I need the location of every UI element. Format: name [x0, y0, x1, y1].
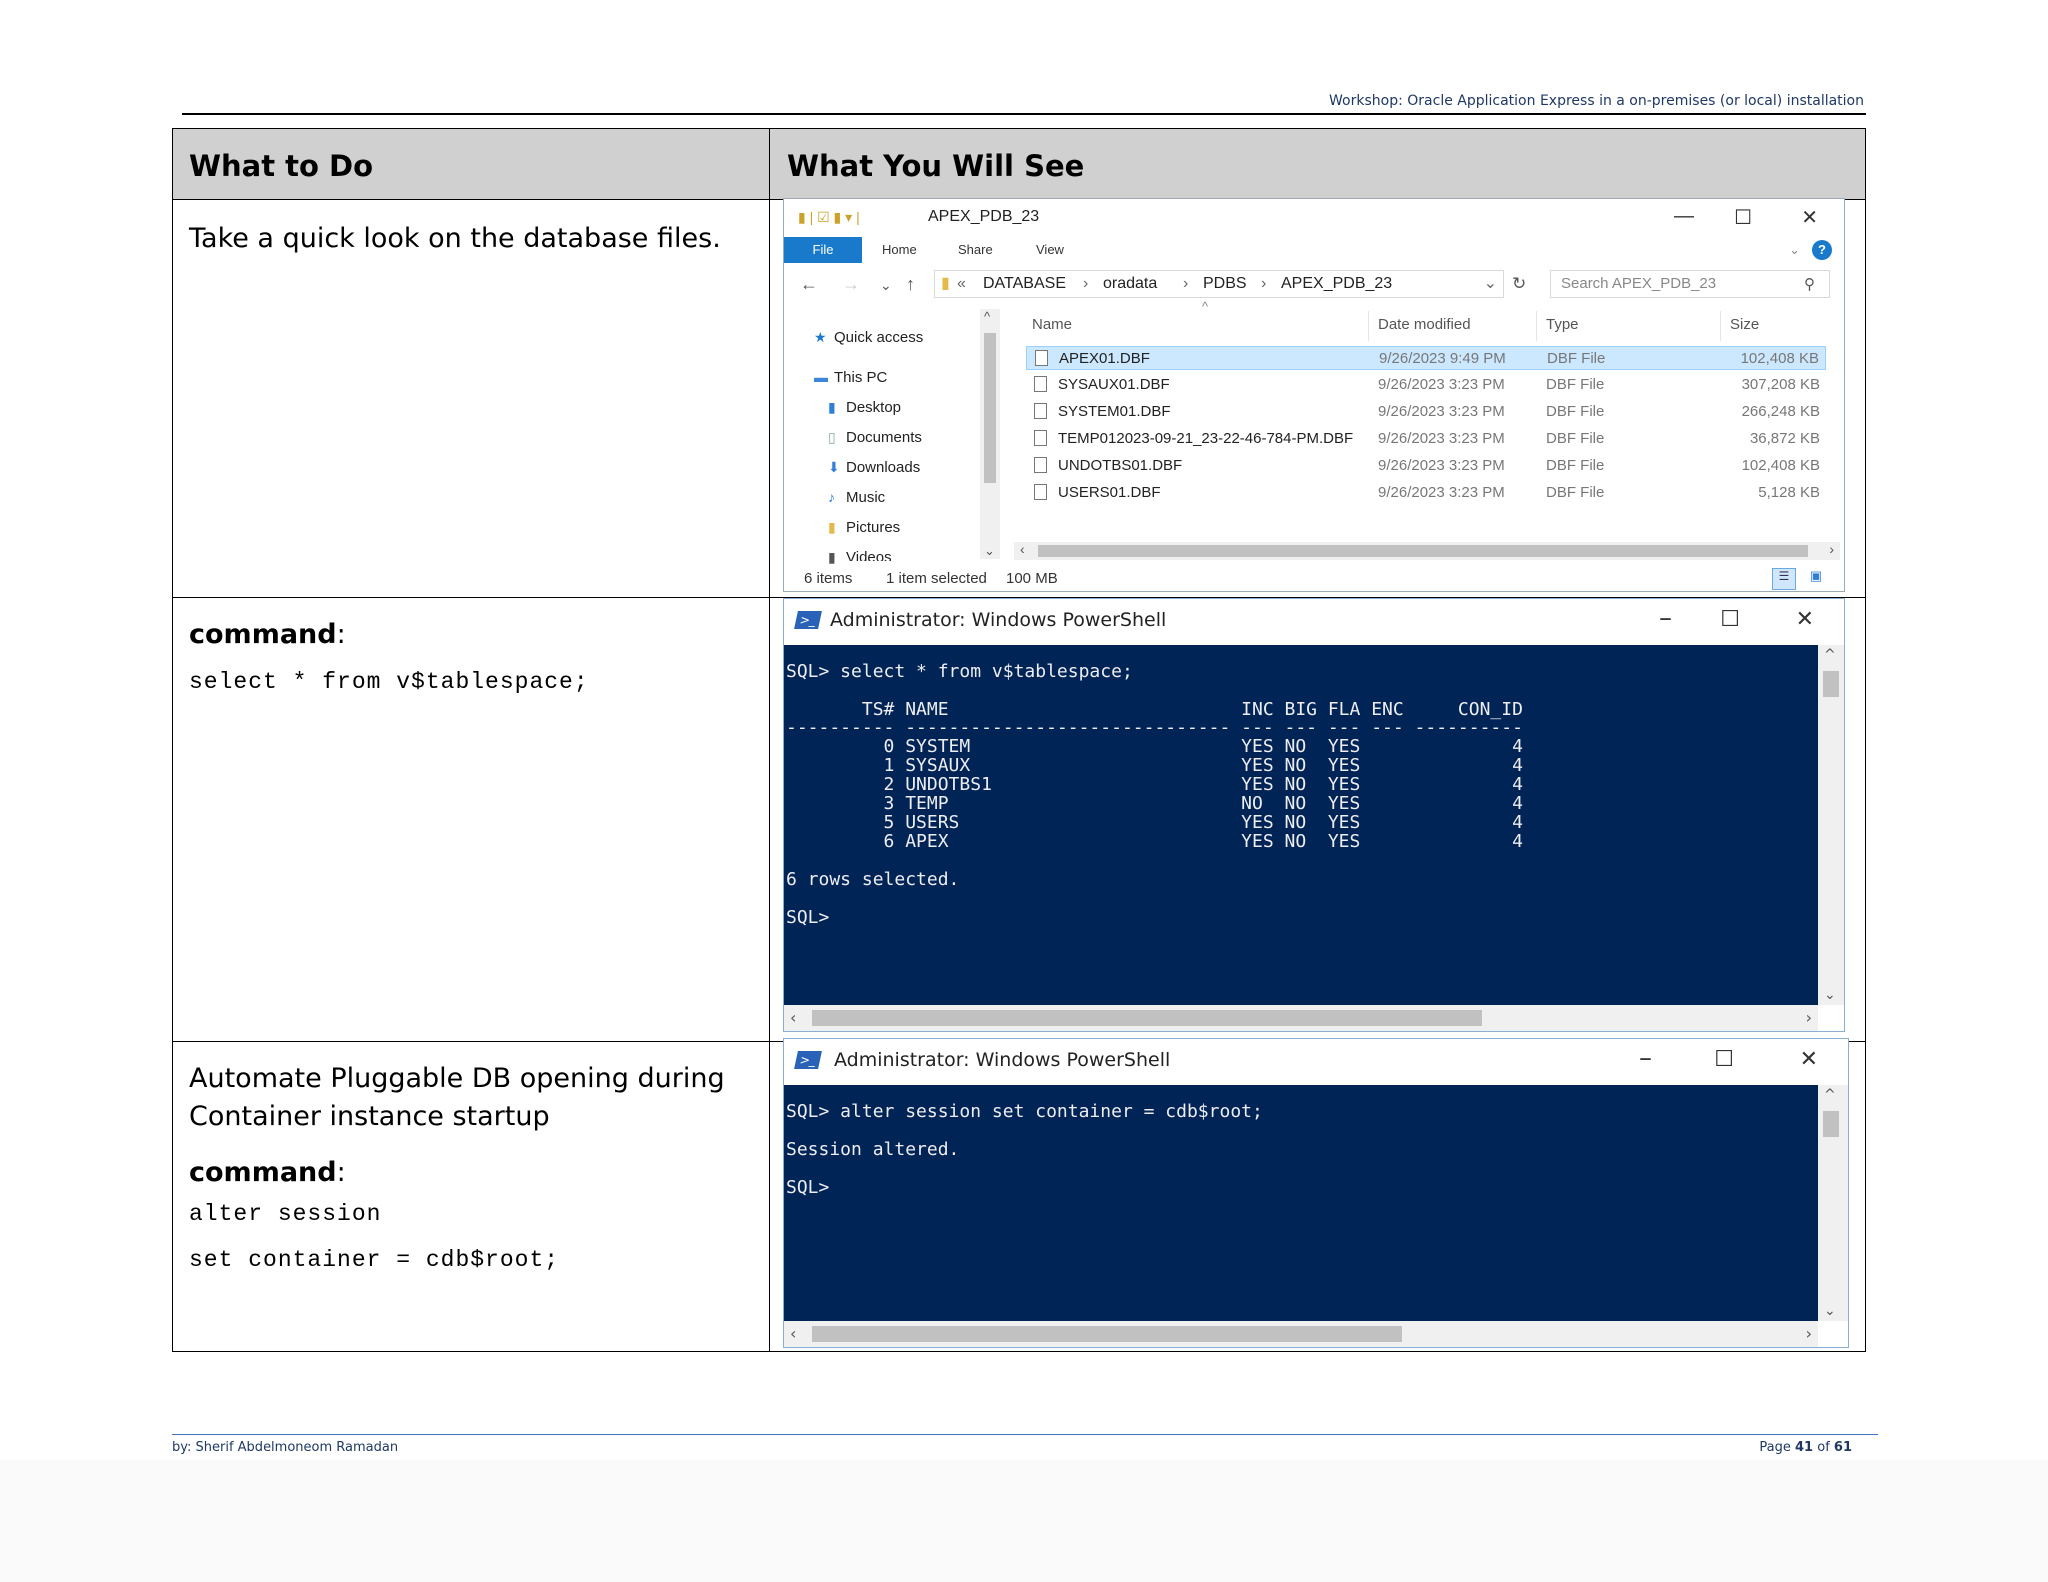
- file-icon: [1034, 430, 1047, 446]
- col-header-what-you-will-see: What You Will See: [787, 149, 1085, 183]
- row1-instruction: Take a quick look on the database files.: [189, 223, 721, 254]
- maximize-icon[interactable]: ☐: [1720, 607, 1740, 632]
- page-prefix: Page: [1759, 1440, 1796, 1455]
- file-date: 9/26/2023 3:23 PM: [1378, 484, 1505, 501]
- scroll-thumb[interactable]: [1823, 1111, 1839, 1137]
- close-icon[interactable]: ✕: [1795, 607, 1814, 632]
- file-type: DBF File: [1546, 457, 1605, 474]
- console-output[interactable]: [784, 1085, 1818, 1321]
- file-name: SYSAUX01.DBF: [1058, 376, 1170, 393]
- nav-videos[interactable]: Videos: [846, 549, 892, 561]
- file-size: 36,872 KB: [1749, 430, 1820, 447]
- file-size: 102,408 KB: [1741, 457, 1820, 474]
- scroll-thumb[interactable]: [812, 1010, 1482, 1026]
- maximize-icon[interactable]: ☐: [1714, 1047, 1734, 1072]
- breadcrumb-oradata[interactable]: oradata: [1103, 275, 1158, 292]
- chevron-up-icon[interactable]: ^: [984, 309, 991, 324]
- page-current: 41: [1795, 1440, 1814, 1455]
- console-line: 6 APEX YES NO YES 4: [786, 831, 1523, 852]
- console-line: SQL>: [786, 907, 830, 928]
- help-icon[interactable]: ?: [1812, 240, 1832, 260]
- forward-arrow-icon[interactable]: →: [842, 274, 860, 294]
- scroll-thumb[interactable]: [984, 333, 996, 483]
- ribbon-tabs: [784, 237, 1844, 263]
- row3-command-label: [189, 1157, 346, 1188]
- console-line: 0 SYSTEM YES NO YES 4: [786, 736, 1523, 757]
- console-line: Session altered.: [786, 1139, 960, 1160]
- star-icon: ★: [814, 329, 827, 345]
- tab-view[interactable]: View: [1036, 242, 1064, 257]
- console-line: 5 USERS YES NO YES 4: [786, 812, 1523, 833]
- console-line: TS# NAME INC BIG FLA ENC CON_ID: [786, 699, 1523, 720]
- file-icon: [1034, 403, 1047, 419]
- file-date: 9/26/2023 3:23 PM: [1378, 376, 1505, 393]
- row3-instruction-line2: Container instance startup: [189, 1101, 550, 1132]
- console-line: SQL> select * from v$tablespace;: [786, 661, 1133, 682]
- row2-code: select * from v$tablespace;: [189, 669, 589, 695]
- column-separator: [1368, 311, 1369, 341]
- chevron-up-icon[interactable]: ^: [1824, 647, 1836, 663]
- powershell-window-1: [783, 598, 1845, 1032]
- sort-indicator-icon: ^: [1202, 299, 1209, 314]
- console-line: 3 TEMP NO NO YES 4: [786, 793, 1523, 814]
- breadcrumb-database[interactable]: DATABASE: [983, 275, 1066, 292]
- console-vscrollbar[interactable]: [1818, 1085, 1848, 1321]
- file-row[interactable]: [1026, 454, 1826, 478]
- downloads-folder-icon: ⬇: [828, 459, 840, 475]
- chevron-down-icon[interactable]: ⌄: [1483, 275, 1497, 292]
- col-date-modified[interactable]: Date modified: [1378, 316, 1471, 333]
- expand-ribbon-icon[interactable]: ⌄: [1789, 242, 1800, 257]
- col-header-what-to-do: What to Do: [189, 149, 374, 183]
- page-of: of: [1813, 1440, 1834, 1455]
- status-size: 100 MB: [1006, 570, 1058, 587]
- nav-pictures[interactable]: Pictures: [846, 519, 901, 536]
- scroll-thumb[interactable]: [812, 1326, 1402, 1342]
- file-size: 5,128 KB: [1758, 484, 1820, 501]
- footer-author: by: Sherif Abdelmoneom Ramadan: [172, 1440, 399, 1455]
- back-arrow-icon[interactable]: ←: [800, 274, 818, 294]
- refresh-icon[interactable]: ↻: [1512, 274, 1527, 293]
- file-date: 9/26/2023 3:23 PM: [1378, 457, 1505, 474]
- file-type: DBF File: [1546, 403, 1605, 420]
- file-row[interactable]: [1026, 346, 1826, 370]
- file-name: APEX01.DBF: [1059, 350, 1150, 367]
- chevron-right-icon: ›: [1261, 275, 1267, 292]
- file-date: 9/26/2023 3:23 PM: [1378, 430, 1505, 447]
- console-line: 6 rows selected.: [786, 869, 960, 890]
- file-size: 102,408 KB: [1740, 350, 1819, 367]
- nav-quick-access[interactable]: Quick access: [834, 329, 924, 346]
- powershell-icon: >_: [794, 611, 822, 629]
- chevron-right-icon[interactable]: ›: [1805, 1008, 1812, 1027]
- file-name: TEMP012023-09-21_23-22-46-784-PM.DBF: [1058, 430, 1354, 447]
- file-size: 266,248 KB: [1741, 403, 1820, 420]
- status-selection: 1 item selected: [886, 570, 987, 587]
- page-header: Workshop: Oracle Application Express in a on-premises (or local) installation: [1329, 93, 1864, 109]
- command-word: command: [189, 1157, 337, 1188]
- nav-downloads[interactable]: Downloads: [846, 459, 921, 476]
- status-item-count: 6 items: [804, 570, 853, 587]
- column-separator: [1720, 311, 1721, 341]
- console-line: 2 UNDOTBS1 YES NO YES 4: [786, 774, 1523, 795]
- file-row[interactable]: [1026, 400, 1826, 424]
- nav-desktop[interactable]: Desktop: [846, 399, 902, 416]
- console-hscrollbar[interactable]: [784, 1005, 1818, 1031]
- chevron-down-icon[interactable]: ⌄: [1824, 1303, 1836, 1319]
- file-type: DBF File: [1546, 430, 1605, 447]
- console-line: 1 SYSAUX YES NO YES 4: [786, 755, 1523, 776]
- console-vscrollbar[interactable]: [1818, 645, 1844, 1005]
- documents-folder-icon: ▯: [828, 429, 836, 445]
- file-size: 307,208 KB: [1741, 376, 1820, 393]
- chevron-right-icon[interactable]: ›: [1829, 541, 1834, 557]
- recent-locations-icon[interactable]: ⌄: [880, 277, 892, 293]
- nav-music[interactable]: Music: [846, 489, 886, 506]
- chevron-right-icon: ›: [1083, 275, 1089, 292]
- console-line: SQL>: [786, 1177, 830, 1198]
- search-input[interactable]: Search APEX_PDB_23: [1550, 270, 1830, 298]
- header-rule: [182, 113, 1866, 115]
- folder-icon: ▮: [941, 275, 950, 292]
- console-hscrollbar[interactable]: [784, 1321, 1818, 1347]
- console-line: SQL> alter session set container = cdb$root;: [786, 1101, 1263, 1122]
- breadcrumb-pdbs[interactable]: PDBS: [1203, 275, 1247, 292]
- command-word: command: [189, 619, 337, 650]
- command-colon: :: [336, 619, 346, 650]
- chevron-down-icon[interactable]: ⌄: [1824, 987, 1836, 1003]
- file-name: UNDOTBS01.DBF: [1058, 457, 1183, 474]
- minimize-icon[interactable]: —: [1674, 205, 1694, 227]
- row3-code-line1: alter session: [189, 1201, 382, 1227]
- tab-file[interactable]: File: [784, 237, 862, 263]
- music-folder-icon: ♪: [828, 489, 835, 505]
- file-icon: [1034, 376, 1047, 392]
- powershell-titlebar: [784, 1039, 1848, 1085]
- large-icons-view-icon[interactable]: ▣: [1809, 568, 1823, 583]
- chevron-left-icon[interactable]: ‹: [790, 1008, 797, 1027]
- col-size[interactable]: Size: [1730, 316, 1760, 333]
- nav-this-pc[interactable]: This PC: [834, 369, 888, 386]
- row2-command-label: [189, 619, 346, 650]
- chevron-up-icon[interactable]: ^: [1824, 1087, 1836, 1103]
- explorer-title: APEX_PDB_23: [928, 208, 1040, 225]
- breadcrumb-overflow-icon: «: [957, 275, 966, 292]
- nav-documents[interactable]: Documents: [846, 429, 922, 446]
- page-total: 61: [1833, 1440, 1852, 1455]
- pc-icon: ▬: [814, 369, 828, 385]
- file-row[interactable]: [1026, 373, 1826, 397]
- powershell-window-2: [783, 1038, 1849, 1348]
- chevron-right-icon[interactable]: ›: [1805, 1324, 1812, 1343]
- file-list-hscrollbar[interactable]: [1014, 542, 1840, 560]
- search-icon[interactable]: ⚲: [1804, 276, 1815, 293]
- powershell-title: Administrator: Windows PowerShell: [830, 609, 1167, 631]
- file-icon: [1034, 484, 1047, 500]
- file-name: SYSTEM01.DBF: [1058, 403, 1171, 420]
- status-bar: [784, 567, 1844, 592]
- chevron-left-icon[interactable]: ‹: [1020, 541, 1025, 557]
- row3-code-line2: set container = cdb$root;: [189, 1247, 560, 1273]
- file-type: DBF File: [1546, 484, 1605, 501]
- powershell-title: Administrator: Windows PowerShell: [834, 1049, 1171, 1071]
- file-explorer-window: [783, 198, 1845, 592]
- scroll-thumb[interactable]: [1038, 545, 1808, 557]
- console-line: ---------- ------------------------------ --- --- --- --- ----------: [786, 717, 1523, 738]
- up-arrow-icon[interactable]: ↑: [906, 274, 915, 294]
- nav-scrollbar[interactable]: [980, 309, 1000, 559]
- minimize-icon[interactable]: –: [1659, 603, 1672, 633]
- file-type: DBF File: [1547, 350, 1606, 367]
- scroll-thumb[interactable]: [1823, 671, 1839, 697]
- file-row[interactable]: [1026, 427, 1826, 451]
- videos-folder-icon: ▮: [828, 549, 836, 565]
- tab-share[interactable]: Share: [958, 242, 993, 257]
- column-separator: [1536, 311, 1537, 341]
- row3-instruction-line1: Automate Pluggable DB opening during: [189, 1063, 725, 1094]
- file-name: USERS01.DBF: [1058, 484, 1161, 501]
- quick-access-toolbar-icons[interactable]: ▮ | ☑ ▮ ▾ |: [798, 209, 860, 225]
- chevron-left-icon[interactable]: ‹: [790, 1324, 797, 1343]
- file-date: 9/26/2023 9:49 PM: [1379, 350, 1506, 367]
- powershell-titlebar: [784, 599, 1844, 645]
- console-output[interactable]: [784, 645, 1818, 1005]
- col-type[interactable]: Type: [1546, 316, 1579, 333]
- file-date: 9/26/2023 3:23 PM: [1378, 403, 1505, 420]
- details-view-icon[interactable]: ☰: [1772, 568, 1796, 590]
- footer-rule: [172, 1434, 1878, 1435]
- breadcrumb-apex-pdb[interactable]: APEX_PDB_23: [1281, 275, 1393, 292]
- powershell-icon: >_: [794, 1051, 822, 1069]
- desktop-folder-icon: ▮: [828, 399, 836, 415]
- navigation-pane: [784, 307, 1004, 565]
- chevron-right-icon: ›: [1183, 275, 1189, 292]
- maximize-icon[interactable]: ☐: [1734, 207, 1752, 229]
- explorer-titlebar: [784, 199, 1844, 237]
- close-icon[interactable]: ✕: [1799, 1047, 1818, 1072]
- col-name[interactable]: Name: [1032, 316, 1073, 333]
- file-row[interactable]: [1026, 481, 1826, 505]
- close-icon[interactable]: ✕: [1801, 207, 1818, 229]
- address-bar-row: [784, 267, 1844, 301]
- minimize-icon[interactable]: –: [1639, 1043, 1652, 1073]
- tab-home[interactable]: Home: [882, 242, 917, 257]
- file-type: DBF File: [1546, 376, 1605, 393]
- command-colon: :: [336, 1157, 346, 1188]
- page-bottom-band: [0, 1460, 2048, 1582]
- file-icon: [1034, 457, 1047, 473]
- address-bar[interactable]: [934, 270, 1504, 298]
- chevron-down-icon[interactable]: ⌄: [984, 543, 995, 558]
- pictures-folder-icon: ▮: [828, 519, 836, 535]
- file-icon: [1035, 350, 1048, 366]
- column-divider: [769, 129, 770, 1351]
- footer-page-number: [1759, 1440, 1852, 1455]
